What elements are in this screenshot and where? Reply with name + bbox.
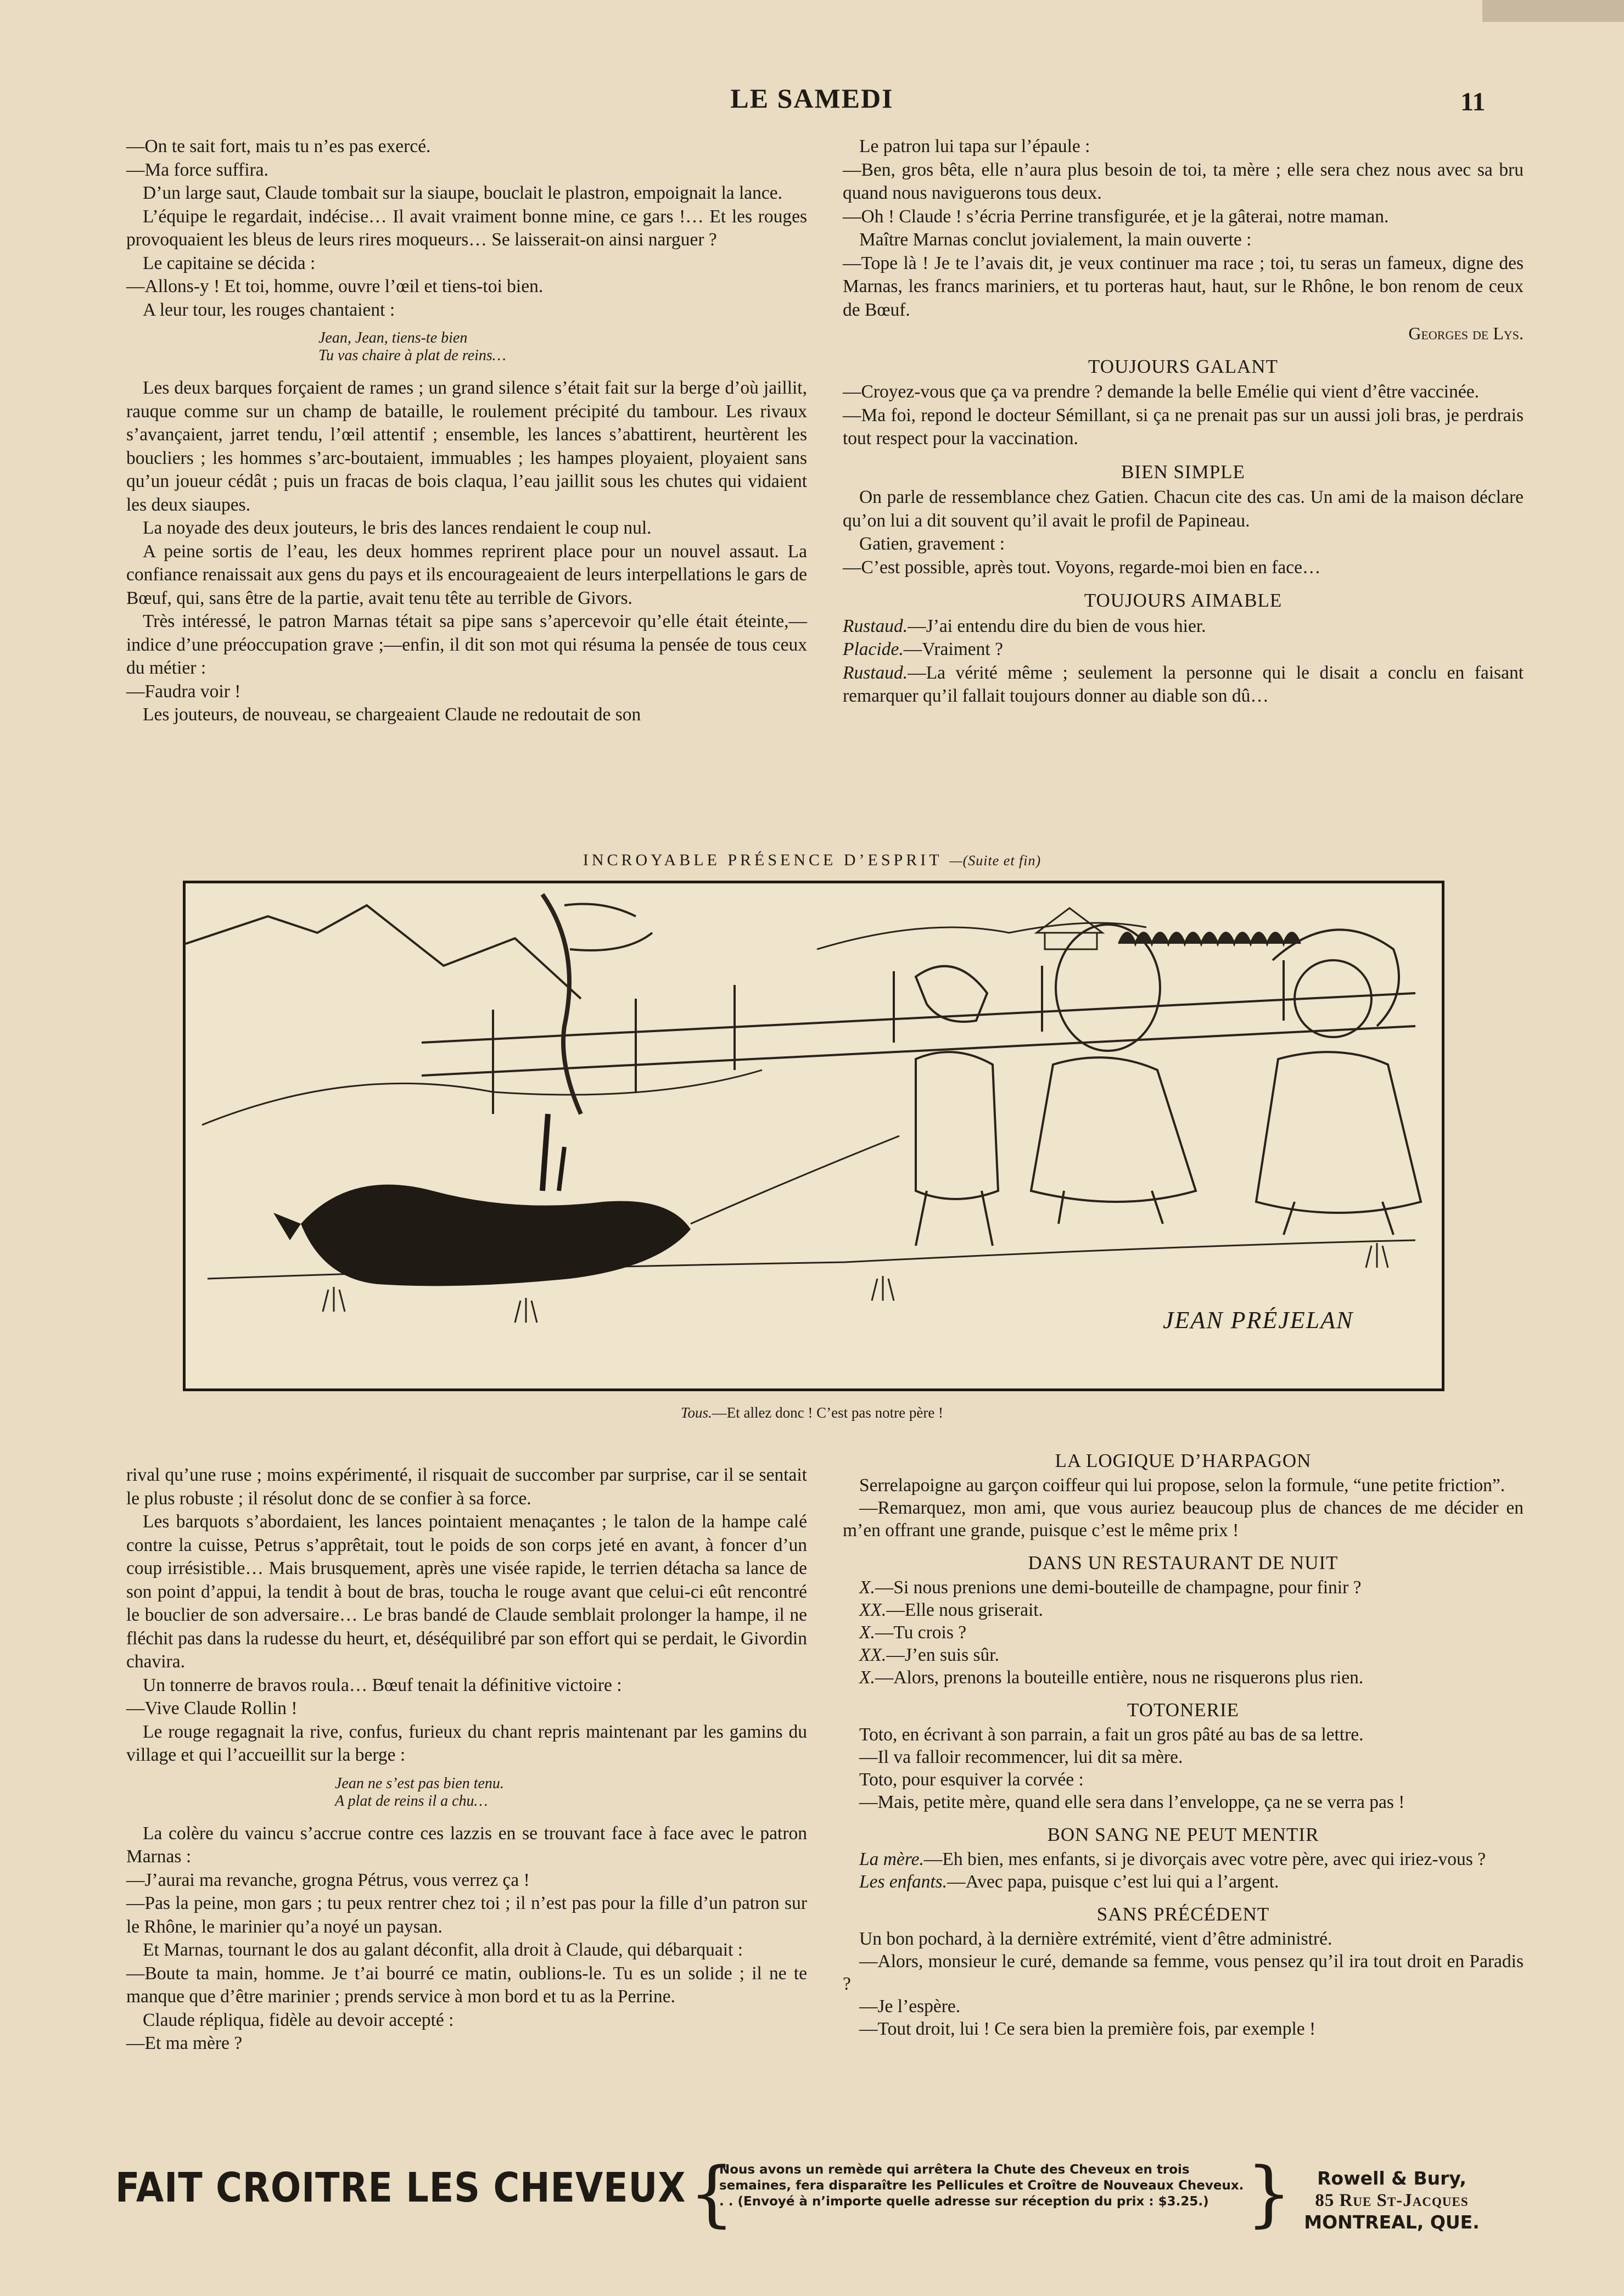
paragraph: Maître Marnas conclut jovialement, la main ouverte : (859, 229, 1252, 250)
ad-body: Nous avons un remède qui arrêtera la Chute des Cheveux en trois semaines, fera disparaître les Pellicules et Croître de Nouveaux Cheveux. . . (Envoyé à n’importe quelle adresse sur réception du prix : $3.25.) (719, 2163, 1244, 2209)
paragraph: —Ma foi, repond le docteur Sémillant, si ça ne prenait pas sur un aussi joli bras, je perdrais tout respect pour la vaccination. (843, 405, 1524, 449)
speaker: Rustaud. (843, 615, 908, 636)
ad-city: MONTREAL, QUE. (1304, 2211, 1480, 2233)
hair-advertisement (115, 2152, 1510, 2235)
speaker: X. (859, 1667, 875, 1688)
line-text: —Tu crois ? (875, 1622, 967, 1643)
section-heading: TOUJOURS AIMABLE (1084, 590, 1283, 611)
line-text: —Alors, prenons la bouteille entière, nous ne risquerons plus rien. (875, 1667, 1364, 1688)
speaker: Placide. (843, 639, 904, 659)
line-text: —Eh bien, mes enfants, si je divorçais avec votre père, avec qui iriez-vous ? (923, 1849, 1486, 1869)
dialogue-line (843, 1576, 1524, 1599)
paragraph: rival qu’une ruse ; moins expérimenté, il risquait de succomber par surprise, car il se sentait le plus robuste ; il résolut donc de se confier à sa force. (126, 1465, 807, 1509)
cartoon-illustration (183, 881, 1444, 1391)
line-text: —Si nous prenions une demi-bouteille de champagne, pour finir ? (875, 1577, 1362, 1598)
paragraph: —Vive Claude Rollin ! (126, 1698, 298, 1718)
paragraph: L’équipe le regardait, indécise… Il avait vraiment bonne mine, ce gars !… Et les rouges provoquaient les bleus de leurs rires moqueurs… Se laisserait-on ainsi narguer ? (126, 206, 807, 250)
paragraph: —Allons-y ! Et toi, homme, ouvre l’œil et tiens-toi bien. (126, 276, 544, 296)
paragraph: —Remarquez, mon ami, que vous auriez beaucoup plus de chances de me décider en m’en offrant une grande, puisque c’est le même prix ! (843, 1498, 1524, 1541)
dialogue-line (843, 615, 1524, 639)
author-signature: Georges de Lys. (1408, 323, 1524, 343)
paragraph: —On te sait fort, mais tu n’es pas exercé. (126, 136, 431, 156)
dialogue-line (843, 638, 1524, 662)
paragraph: —Alors, monsieur le curé, demande sa femme, vous pensez qu’il ira tout droit en Paradis ? (843, 1951, 1524, 1994)
paragraph: Le capitaine se décida : (143, 253, 316, 273)
paragraph: —Je l’espère. (859, 1996, 961, 2017)
line-text: —J’en suis sûr. (886, 1645, 999, 1665)
dialogue-line (843, 1871, 1524, 1893)
paragraph: Gatien, gravement : (859, 534, 1005, 554)
paragraph: Le rouge regagnait la rive, confus, furieux du chant repris maintenant par les gamins du village et qui l’accueillit sur la berge : (126, 1721, 807, 1765)
paragraph: —Mais, petite mère, quand elle sera dans l’enveloppe, ça ne se verra pas ! (859, 1792, 1405, 1812)
paragraph: Toto, pour esquiver la corvée : (859, 1769, 1084, 1790)
paragraph: D’un large saut, Claude tombait sur la siaupe, bouclait le plastron, empoignait la lance. (143, 183, 783, 203)
paragraph: Et Marnas, tournant le dos au galant déconfit, alla droit à Claude, qui débarquait : (143, 1940, 743, 1960)
section-heading: TOTONERIE (1127, 1699, 1240, 1721)
ad-contact (1274, 2168, 1510, 2233)
paragraph: Très intéressé, le patron Marnas tétait sa pipe sans s’apercevoir qu’elle était éteinte,—indice d’une préoccupation grave ;—enfin, il dit son mot qui résuma la pensée de tous ceux du métier : (126, 611, 807, 678)
paragraph: Claude répliqua, fidèle au devoir accepté : (143, 2009, 454, 2030)
section-heading: DANS UN RESTAURANT DE NUIT (1028, 1552, 1339, 1573)
verse-line: Tu vas chaire à plat de reins… (318, 347, 506, 364)
speaker: X. (859, 1622, 875, 1643)
section-heading: LA LOGIQUE D’HARPAGON (1055, 1450, 1312, 1471)
paragraph: —Boute ta main, homme. Je t’ai bourré ce matin, oublions-le. Tu es un solide ; il ne te manque que d’être marinier ; prends service à mon bord et tu as la Perrine. (126, 1963, 807, 2007)
paragraph: Un bon pochard, à la dernière extrémité, vient d’être administré. (859, 1929, 1332, 1949)
illustration-title-text: INCROYABLE PRÉSENCE D’ESPRIT (583, 851, 943, 869)
speaker: XX. (859, 1645, 887, 1665)
line-text: —Vraiment ? (903, 639, 1003, 659)
brace-left-icon: { (689, 2152, 735, 2235)
paragraph: —Ma force suffira. (126, 159, 268, 180)
paragraph: —Croyez-vous que ça va prendre ? demande la belle Emélie qui vient d’être vaccinée. (843, 382, 1479, 402)
section-heading: BIEN SIMPLE (1121, 461, 1245, 483)
paragraph: —Pas la peine, mon gars ; tu peux rentrer chez toi ; il n’est pas pour la fille d’un patron sur le Rhône, le marinier qu’a noyé un paysan. (126, 1893, 807, 1937)
ad-headline: FAIT CROITRE LES CHEVEUX (115, 2164, 686, 2211)
right-column-bottom (843, 1449, 1524, 2040)
dialogue-line (843, 1621, 1524, 1644)
dialogue-line (843, 1644, 1524, 1666)
paragraph: —Tope là ! Je te l’avais dit, je veux continuer ma race ; toi, tu seras un fameux, digne des Marnas, les francs mariniers, et tu porteras haut, haut, sur le Rhône, le bon renom de ceux de Bœuf. (843, 253, 1524, 320)
paragraph: Les jouteurs, de nouveau, se chargeaient Claude ne redoutait de son (143, 704, 641, 725)
line-text: —J’ai entendu dire du bien de vous hier. (908, 615, 1206, 636)
paragraph: —Et ma mère ? (126, 2033, 243, 2053)
artist-signature: JEAN PRÉJELAN (1163, 1307, 1354, 1334)
dialogue-line (843, 1599, 1524, 1621)
paragraph: Serrelapoigne au garçon coiffeur qui lui propose, selon la formule, “une petite friction”. (859, 1475, 1505, 1496)
caption-text: —Et allez donc ! C’est pas notre père ! (712, 1404, 944, 1421)
speaker: La mère. (859, 1849, 924, 1869)
page-edge-top (1482, 0, 1624, 22)
paragraph: A leur tour, les rouges chantaient : (143, 299, 395, 320)
left-column-bottom (126, 1464, 807, 2056)
line-text: —La vérité même ; seulement la personne qui le disait a conclu en faisant remarquer qu’il fallait toujours donner au diable son dû… (843, 662, 1524, 706)
left-column-top (126, 135, 807, 727)
paragraph: Toto, en écrivant à son parrain, a fait un gros pâté au bas de sa lettre. (859, 1724, 1364, 1745)
speaker: Les enfants. (859, 1872, 948, 1892)
paragraph: —C’est possible, après tout. Voyons, regarde-moi bien en face… (843, 557, 1321, 578)
section-heading: SANS PRÉCÉDENT (1096, 1903, 1270, 1925)
paragraph: —Faudra voir ! (126, 681, 241, 702)
paragraph: Un tonnerre de bravos roula… Bœuf tenait la définitive victoire : (143, 1675, 622, 1695)
verse-line: A plat de reins il a chu… (335, 1792, 488, 1810)
ad-company: Rowell & Bury, (1317, 2168, 1466, 2189)
dialogue-line (843, 1666, 1524, 1689)
paragraph: On parle de ressemblance chez Gatien. Chacun cite des cas. Un ami de la maison déclare qu’on lui a dit souvent qu’il avait le profil de Papineau. (843, 487, 1524, 531)
speaker: XX. (859, 1600, 887, 1620)
verse-line: Jean ne s’est pas bien tenu. (335, 1774, 504, 1792)
line-text: —Avec papa, puisque c’est lui qui a l’argent. (947, 1872, 1279, 1892)
dialogue-line (843, 662, 1524, 708)
page-number: 11 (1460, 87, 1486, 116)
ad-street: 85 Rue St-Jacques (1315, 2191, 1469, 2210)
illustration-title (0, 851, 1624, 870)
paragraph: —J’aurai ma revanche, grogna Pétrus, vous verrez ça ! (126, 1869, 530, 1890)
illustration-subtitle: —(Suite et fin) (949, 853, 1041, 869)
song-verse (335, 1775, 807, 1810)
line-text: —Elle nous griserait. (886, 1600, 1043, 1620)
brace-right-icon: } (1246, 2152, 1292, 2235)
dialogue-line (843, 1848, 1524, 1871)
paragraph: —Ben, gros bêta, elle n’aura plus besoin de toi, ta mère ; elle sera chez nous avec sa bru quand nous naviguerons tous deux. (843, 159, 1524, 203)
verse-line: Jean, Jean, tiens-te bien (318, 329, 468, 346)
right-column-top (843, 135, 1524, 708)
paragraph: A peine sortis de l’eau, les deux hommes reprirent place pour un nouvel assaut. La confiance renaissait aux gens du pays et ils encourageaient de leurs interpellations le gars de Bœuf, qui, sans être de la partie, avait tenu tête au terrible de Givors. (126, 541, 807, 608)
paragraph: La noyade des deux jouteurs, le bris des lances rendaient le coup nul. (143, 518, 652, 538)
paragraph: —Tout droit, lui ! Ce sera bien la première fois, par exemple ! (859, 2019, 1316, 2039)
newspaper-title: LE SAMEDI (730, 83, 894, 114)
caption-speaker: Tous. (680, 1404, 712, 1421)
illustration-caption (0, 1404, 1624, 1421)
paragraph: Les deux barques forçaient de rames ; un grand silence s’était fait sur la berge d’où jaillit, rauque comme sur un champ de bataille, le roulement précipité du tambour. Les rivaux s’avançaient, jarret tendu, l’œil attentif ; ensemble, les lances s’abattirent, heurtèrent les boucliers ; les hommes s’arc-boutaient, immuables ; les hampes ployaient, ployaient sans qu’un joueur cédât ; puis un fracas de bois claqua, l’eau jaillit sous les chutes qui vidaient les deux siaupes. (126, 378, 807, 515)
paragraph: —Oh ! Claude ! s’écria Perrine transfigurée, et je la gâterai, notre maman. (843, 206, 1389, 227)
song-verse (318, 329, 807, 365)
speaker: Rustaud. (843, 662, 908, 683)
paragraph: Les barquots s’abordaient, les lances pointaient menaçantes ; le talon de la hampe calé contre la cuisse, Petrus s’apprêtait, tout le poids de son corps jeté en avant, à foncer d’un coup irrésistible… Mais brusquement, après une visée rapide, le terrien détacha sa lance de son point d’appui, la tendit à bout de bras, toucha le rouge avant que celui-ci eût rencontré le bouclier de son adversaire… Le bras bandé de Claude semblait prolonger la hampe, il ne fléchit pas dans la rudesse du heurt, et, déséquilibré par son effort qui se perdait, le Givordin chavira. (126, 1511, 807, 1672)
section-heading: TOUJOURS GALANT (1088, 355, 1278, 377)
speaker: X. (859, 1577, 875, 1598)
paragraph: La colère du vaincu s’accrue contre ces lazzis en se trouvant face à face avec le patron Marnas : (126, 1823, 807, 1867)
paragraph: —Il va falloir recommencer, lui dit sa mère. (859, 1747, 1183, 1767)
section-heading: BON SANG NE PEUT MENTIR (1047, 1824, 1319, 1845)
paragraph: Le patron lui tapa sur l’épaule : (859, 136, 1090, 156)
